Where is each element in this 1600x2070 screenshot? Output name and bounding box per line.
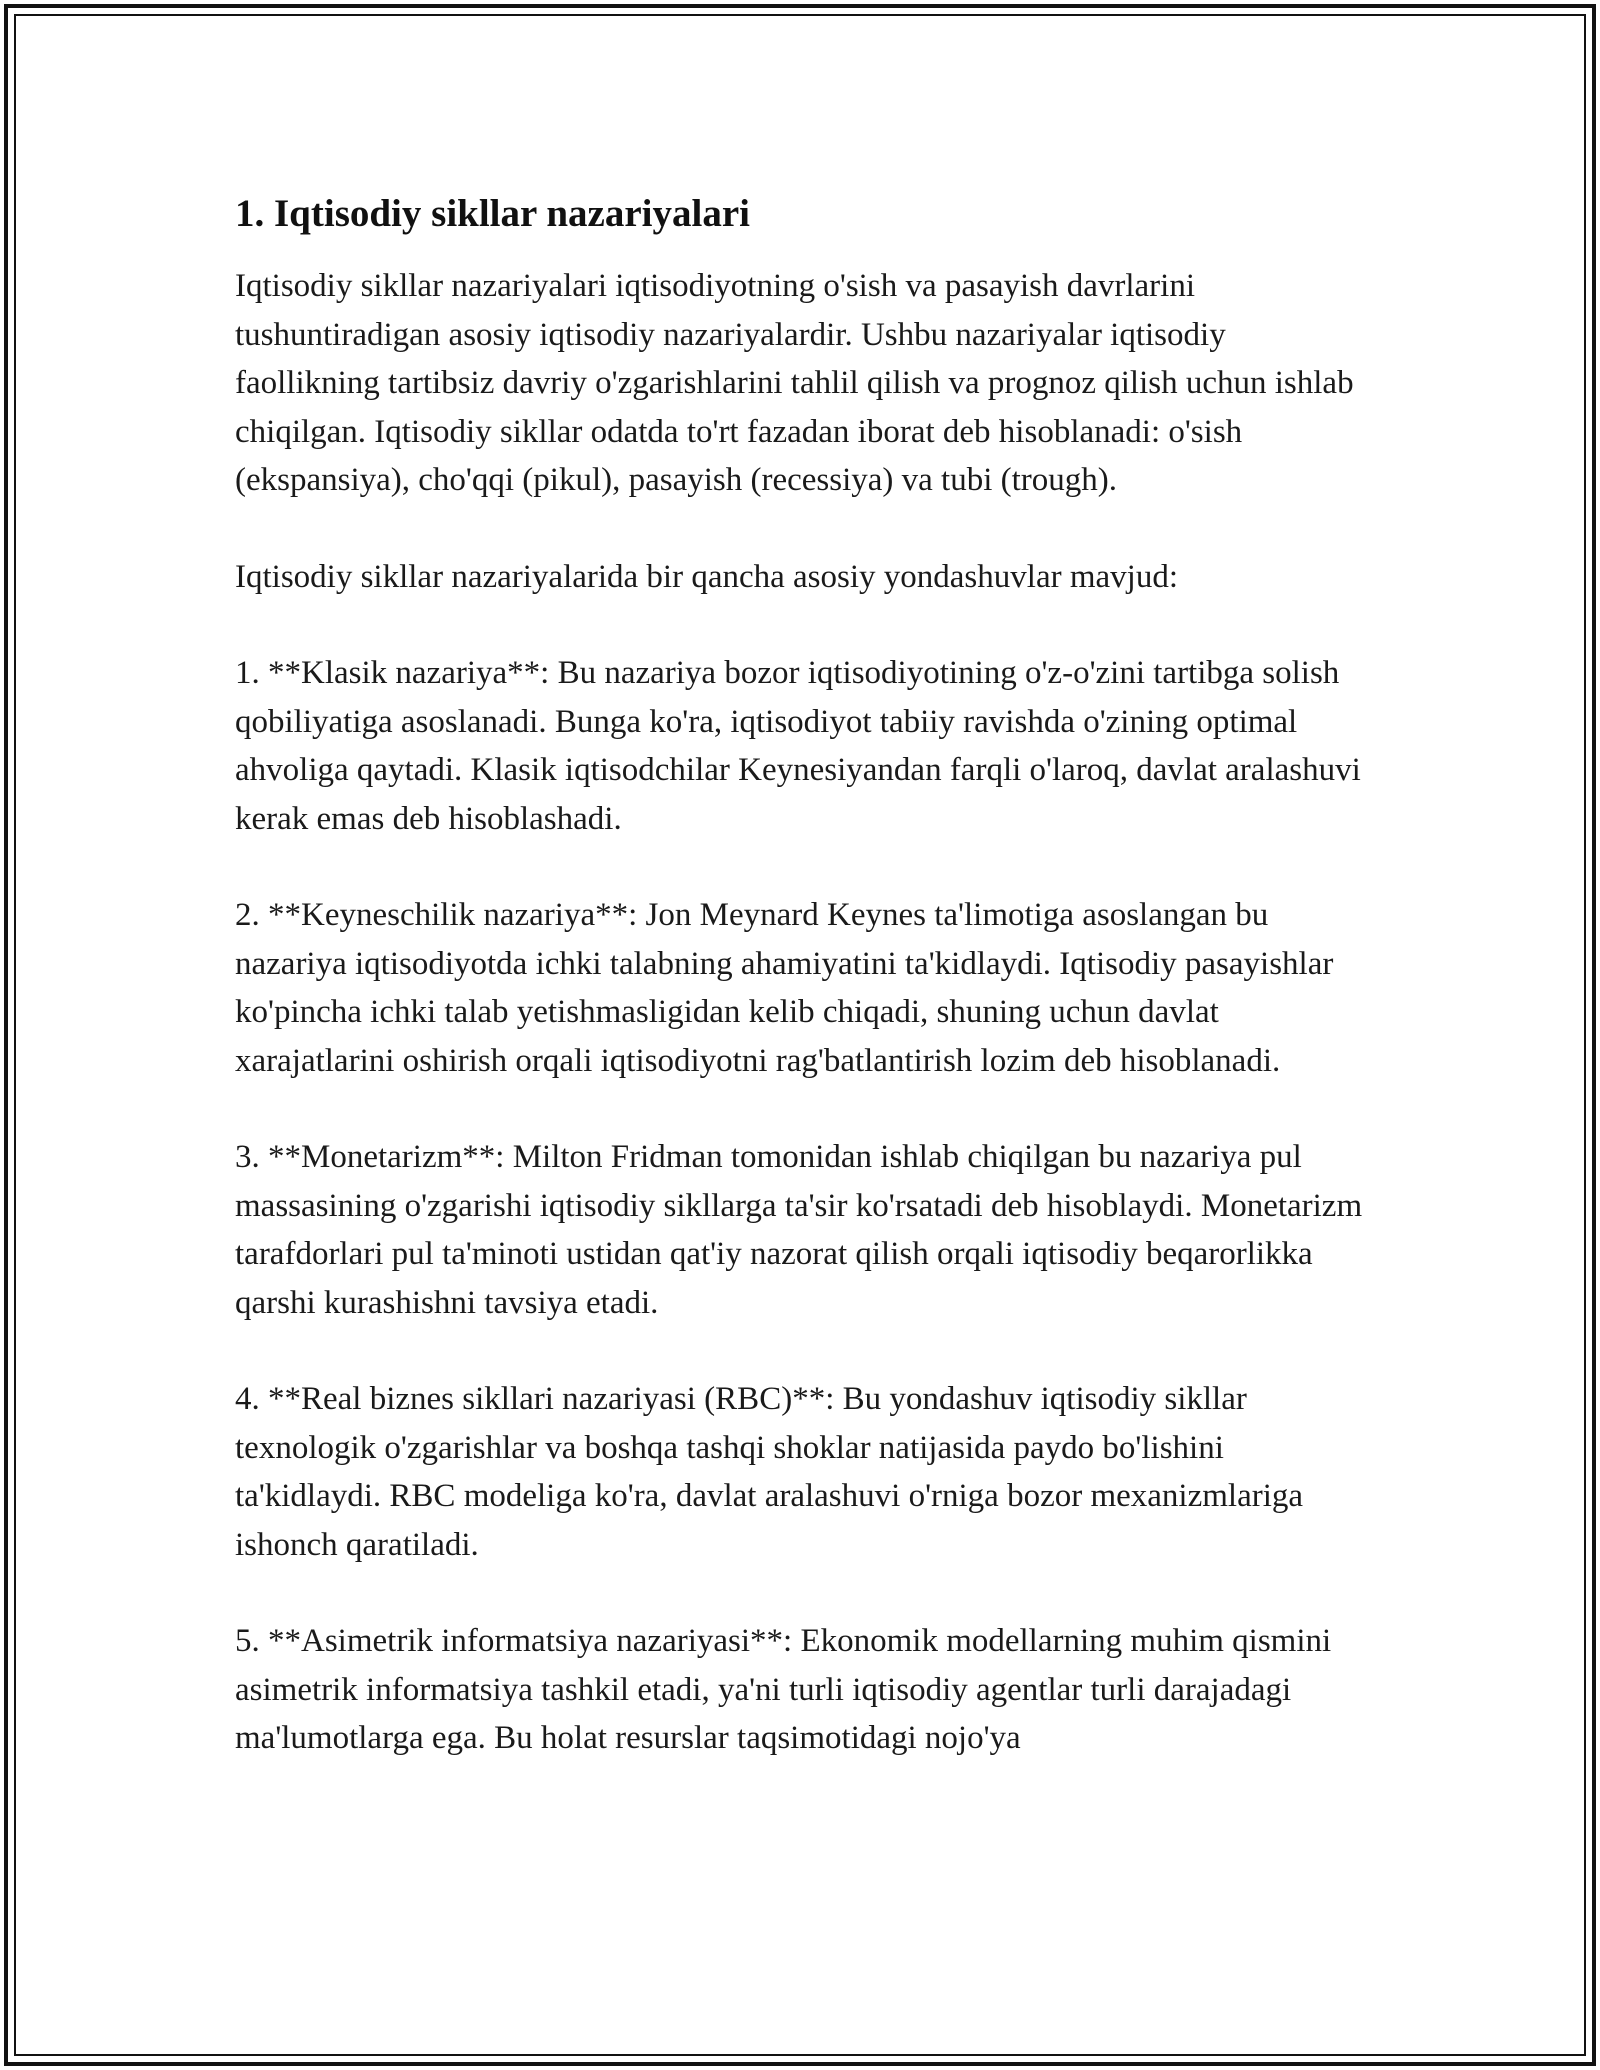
document-title: 1. Iqtisodiy sikllar nazariyalari — [235, 192, 750, 235]
classical-theory-paragraph: 1. **Klasik nazariya**: Bu nazariya bozor iqtisodiyotining o'z-o'zini tartibga solish qobiliyatiga asoslanadi. Bunga ko'ra, iqtisodiyot tabiiy ravishda o'zining optimal ahvoliga qaytadi. Klasik iqtisodchilar Keynesiyandan farqli o'laroq, davlat aralashuvi kerak emas deb hisoblashadi. — [235, 655, 1361, 837]
approaches-intro-paragraph: Iqtisodiy sikllar nazariyalarida bir qancha asosiy yondashuvlar mavjud: — [235, 558, 1178, 595]
rbc-theory-paragraph: 4. **Real biznes sikllari nazariyasi (RBC)**: Bu yondashuv iqtisodiy sikllar texnologik o'zgarishlar va boshqa tashqi shoklar natijasida paydo bo'lishini ta'kidlaydi. RBC modeliga ko'ra, davlat aralashuvi o'rniga bozor mexanizmlariga ishonch qaratiladi. — [235, 1381, 1304, 1563]
monetarism-paragraph: 3. **Monetarizm**: Milton Fridman tomonidan ishlab chiqilgan bu nazariya pul massasining o'zgarishi iqtisodiy sikllarga ta'sir ko'rsatadi deb hisoblaydi. Monetarizm tarafdorlari pul ta'minoti ustidan qat'iy nazorat qilish orqali iqtisodiy beqarorlikka qarshi kurashishni tavsiya etadi. — [235, 1139, 1363, 1321]
asymmetric-information-paragraph: 5. **Asimetrik informatsiya nazariyasi**: Ekonomik modellarning muhim qismini asimetrik informatsiya tashkil etadi, ya'ni turli iqtisodiy agentlar turli darajadagi ma'lumotlarga ega. Bu holat resurslar taqsimotidagi nojo'ya — [235, 1623, 1332, 1756]
keynesian-theory-paragraph: 2. **Keyneschilik nazariya**: Jon Meynard Keynes ta'limotiga asoslangan bu nazariya iqtisodiyotda ichki talabning ahamiyatini ta'kidlaydi. Iqtisodiy pasayishlar ko'pincha ichki talab yetishmasligidan kelib chiqadi, shuning uchun davlat xarajatlarini oshirish orqali iqtisodiyotni rag'batlantirish lozim deb hisoblanadi. — [235, 897, 1334, 1079]
intro-paragraph: Iqtisodiy sikllar nazariyalari iqtisodiyotning o'sish va pasayish davrlarini tushuntiradigan asosiy iqtisodiy nazariyalardir. Ushbu nazariyalar iqtisodiy faollikning tartibsiz davriy o'zgarishlarini tahlil qilish va prognoz qilish uchun ishlab chiqilgan. Iqtisodiy sikllar odatda to'rt fazadan iborat deb hisoblanadi: o'sish (ekspansiya), cho'qqi (pikul), pasayish (recessiya) va tubi (trough). — [235, 268, 1354, 498]
document-page — [235, 190, 1375, 1811]
